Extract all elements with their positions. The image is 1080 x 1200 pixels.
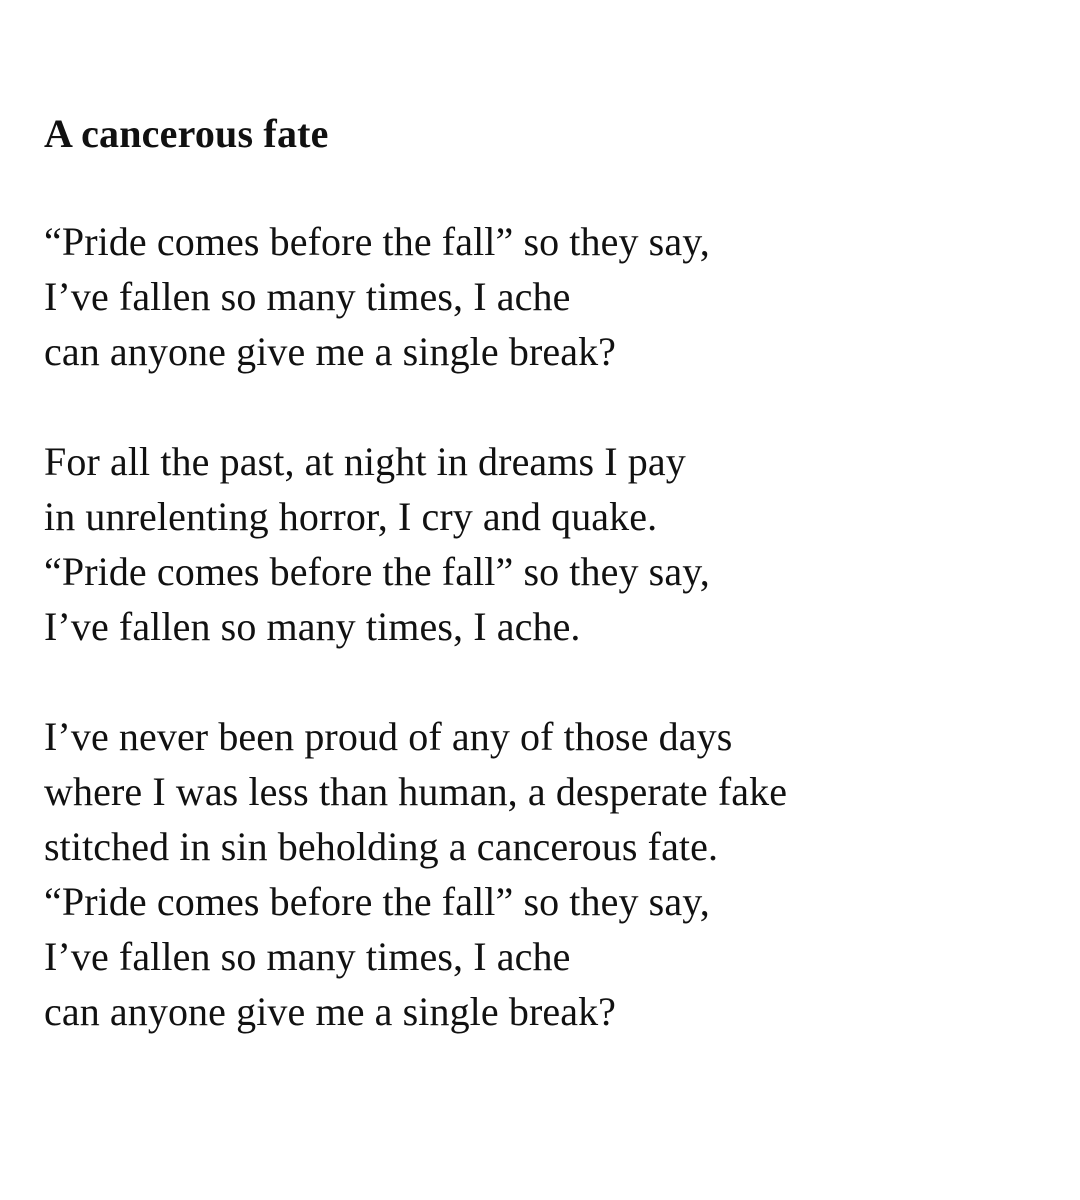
poem-body	[44, 214, 1044, 1094]
poem-line: I’ve never been proud of any of those days	[44, 714, 733, 759]
poem-line: I’ve fallen so many times, I ache	[44, 274, 571, 319]
poem-line: For all the past, at night in dreams I pay	[44, 439, 686, 484]
poem-line: “Pride comes before the fall” so they say,	[44, 879, 710, 924]
poem-line: can anyone give me a single break?	[44, 329, 617, 374]
poem-line: where I was less than human, a desperate fake	[44, 769, 788, 814]
poem-line: I’ve fallen so many times, I ache	[44, 934, 571, 979]
poem-line: can anyone give me a single break?	[44, 989, 617, 1034]
poem-line: “Pride comes before the fall” so they say,	[44, 219, 710, 264]
stanza-3	[44, 709, 1044, 1039]
poem-line: in unrelenting horror, I cry and quake.	[44, 494, 658, 539]
poem-line: stitched in sin beholding a cancerous fate.	[44, 824, 719, 869]
stanza-1	[44, 214, 1044, 379]
stanza-2	[44, 434, 1044, 654]
poem-line: I’ve fallen so many times, I ache.	[44, 604, 581, 649]
poem-line: “Pride comes before the fall” so they say,	[44, 549, 710, 594]
poem-title: A cancerous fate	[44, 111, 329, 156]
